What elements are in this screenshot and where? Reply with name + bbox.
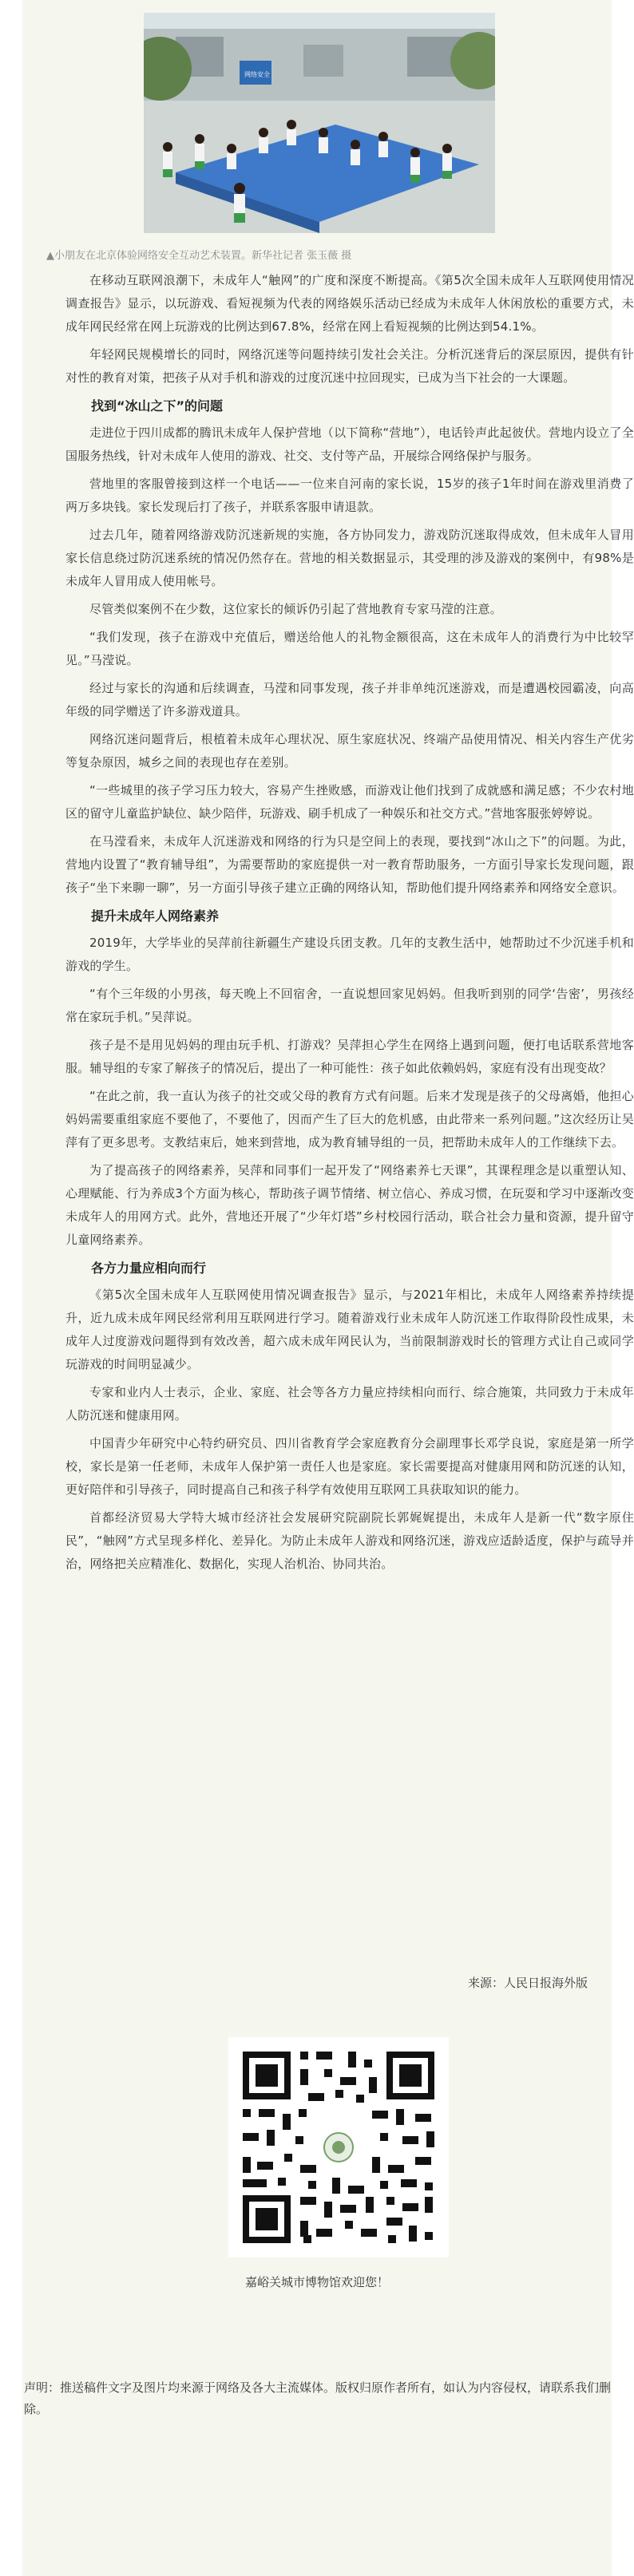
paragraph: 过去几年，随着网络游戏防沉迷新规的实施，各方协同发力，游戏防沉迷取得成效，但未成年人冒用家长信息绕过防沉迷系统的情况仍然存在。营地的相关数据显示，其受理的涉及游戏的案例中，有98%是未成年人冒用成人使用帐号。 [65,528,634,588]
kids-playground-image [144,13,495,233]
section-1 [65,421,634,900]
paragraph: “一些城里的孩子学习压力较大，容易产生挫败感，而游戏让他们找到了成就感和满足感；不少农村地区的留守儿童监护缺位、缺少陪伴，玩游戏、刷手机成了一种娱乐和社交方式。”营地客服张婷婷说。 [65,783,634,821]
paragraph: “在此之前，我一直认为孩子的社交或父母的教育方式有问题。后来才发现是孩子的父母离婚，他担心妈妈需要重组家庭不要他了，不要他了，因而产生了巨大的危机感，由此带来一系列问题。”这次经历让吴萍有了更多思考。支教结束后，她来到营地，成为教育辅导组的一员，把帮助未成年人的工作继续下去。 [65,1089,634,1150]
paragraph: 在移动互联网浪潮下，未成年人“触网”的广度和深度不断提高。《第5次全国未成年人互联网使用情况调查报告》显示，以玩游戏、看短视频为代表的网络娱乐活动已经成为未成年人休闲放松的重要方式，未成年网民经常在网上玩游戏的比例达到67.8%，经常在网上看短视频的比例达到54.1%。 [65,273,634,334]
paragraph: 走进位于四川成都的腾讯未成年人保护营地（以下简称“营地”），电话铃声此起彼伏。营地内设立了全国服务热线，针对未成年人使用的游戏、社交、支付等产品，开展综合网络保护与服务。 [65,425,634,463]
paragraph: “我们发现，孩子在游戏中充值后，赠送给他人的礼物金额很高，这在未成年人的消费行为中比较罕见。”马滢说。 [65,630,634,667]
paragraph: 年轻网民规模增长的同时，网络沉迷等问题持续引发社会关注。分析沉迷背后的深层原因，提供有针对性的教育对策，把孩子从对手机和游戏的过度沉迷中拉回现实，已成为当下社会的一大课题。 [65,347,634,385]
disclaimer: 声明：推送稿件文字及图片均来源于网络及各大主流媒体。版权归原作者所有，如认为内容侵权，请联系我们删除。 [24,2380,612,2416]
section-heading: 各方力量应相向而行 [91,1260,207,1276]
paragraph: 尽管类似案例不在少数，这位家长的倾诉仍引起了营地教育专家马滢的注意。 [89,602,502,616]
article-source: 来源：人民日报海外版 [467,1976,588,1990]
paragraph: 2019年，大学毕业的吴萍前往新疆生产建设兵团支教。几年的支教生活中，她帮助过不少沉迷手机和游戏的学生。 [65,936,634,973]
paragraph: 首都经济贸易大学特大城市经济社会发展研究院副院长郭娓娓提出，未成年人是新一代“数字原住民”，“触网”方式呈现多样化、差异化。为防止未成年人游戏和网络沉迷，游戏应适龄适度，保护与疏导并治，网络把关应精准化、数据化，实现人治机治、协同共治。 [65,1510,634,1571]
article-body [65,269,634,1581]
paragraph: 在马滢看来，未成年人沉迷游戏和网络的行为只是空间上的表现，要找到“冰山之下”的问题。为此，营地内设置了“教育辅导组”，为需要帮助的家庭提供一对一教育帮助服务，一方面引导家长发现问题，跟孩子“坐下来聊一聊”，另一方面引导孩子建立正确的网络认知，帮助他们提升网络素养和网络安全意识。 [65,834,634,895]
paragraph: “有个三年级的小男孩，每天晚上不回宿舍，一直说想回家见妈妈。但我听到别的同学‘告密’，男孩经常在家玩手机。”吴萍说。 [65,987,634,1024]
paragraph: 专家和业内人士表示，企业、家庭、社会等各方力量应持续相向而行、综合施策，共同致力于未成年人防沉迷和健康用网。 [65,1385,634,1423]
intro-section [65,269,634,390]
paragraph: 网络沉迷问题背后，根植着未成年心理状况、原生家庭状况、终端产品使用情况、相关内容生产优劣等复杂原因，城乡之间的表现也存在差别。 [65,732,634,770]
paragraph: 营地里的客服曾接到这样一个电话——一位来自河南的家长说，15岁的孩子1年时间在游戏里消费了两万多块钱。家长发现后打了孩子，并联系客服申请退款。 [65,477,634,514]
section-heading: 找到“冰山之下”的问题 [91,398,224,414]
qr-code[interactable] [228,2037,449,2257]
section-2 [65,932,634,1252]
paragraph: 为了提高孩子的网络素养，吴萍和同事们一起开发了“网络素养七天课”，其课程理念是以重塑认知、心理赋能、行为养成3个方面为核心，帮助孩子调节情绪、树立信心、养成习惯，在玩耍和学习中逐渐改变未成年人的用网方式。此外，营地还开展了“少年灯塔”乡村校园行活动，联合社会力量和资源，提升留守儿童网络素养。 [65,1163,634,1247]
article-photo [144,13,495,233]
section-3 [65,1284,634,1576]
photo-sign-text: 网络安全 [244,71,270,78]
paragraph: 孩子是不是用见妈妈的理由玩手机、打游戏？吴萍担心学生在网络上遇到问题，便打电话联系营地客服。辅导组的专家了解孩子的情况后，提出了一种可能性：孩子如此依赖妈妈，家庭有没有出现变故？ [65,1038,634,1075]
paragraph: 《第5次全国未成年人互联网使用情况调查报告》显示，与2021年相比，未成年人网络素养持续提升，近九成未成年网民经常利用互联网进行学习。随着游戏行业未成年人防沉迷工作取得阶段性成果，未成年人过度游戏问题得到有效改善，超六成未成年网民认为，当前限制游戏时长的管理方式让自己或同学玩游戏的时间明显减少。 [65,1288,634,1371]
paragraph: 中国青少年研究中心特约研究员、四川省教育学会家庭教育分会副理事长邓学良说，家庭是第一所学校，家长是第一任老师，未成年人保护第一责任人也是家庭。家长需要提高对健康用网和防沉迷的认知，更好陪伴和引导孩子，同时提高自己和孩子科学有效使用互联网工具获取知识的能力。 [65,1436,634,1497]
article-container [22,0,634,2576]
qr-caption: 嘉峪关城市博物馆欢迎您！ [244,2275,389,2289]
paragraph: 经过与家长的沟通和后续调查，马滢和同事发现，孩子并非单纯沉迷游戏，而是遭遇校园霸凌，向高年级的同学赠送了许多游戏道具。 [65,681,634,718]
section-heading: 提升未成年人网络素养 [91,908,220,924]
qr-code-image [228,2037,449,2257]
photo-caption: ▲小朋友在北京体验网络安全互动艺术装置。新华社记者 张玉薇 摄 [46,250,352,262]
